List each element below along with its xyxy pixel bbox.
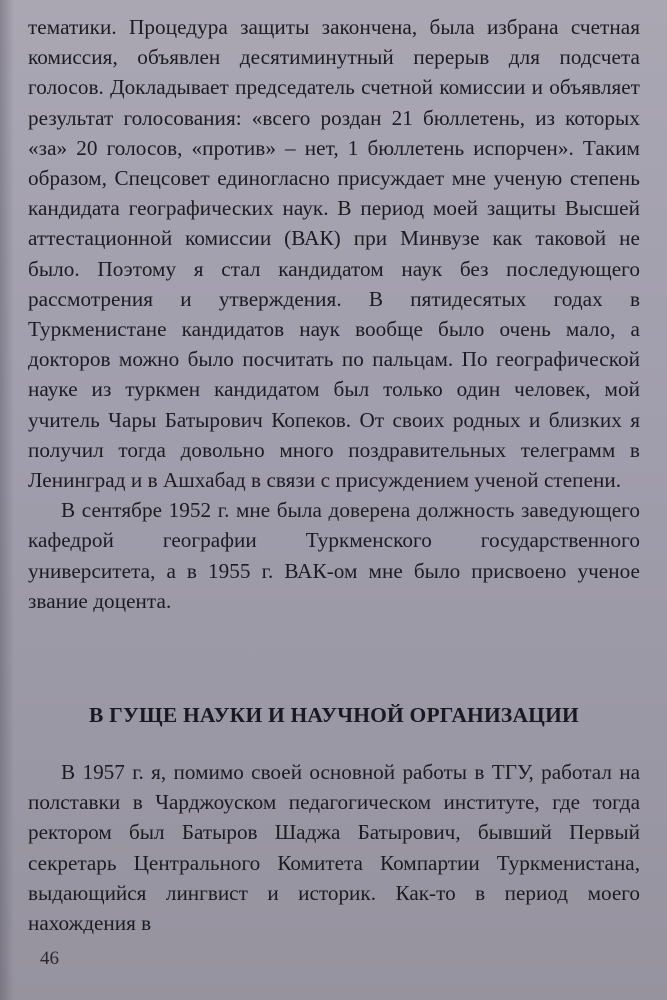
paragraph-continuation: тематики. Процедура защиты закончена, была избрана счетная комиссия, объявлен десятиминутный перерыв для подсчета голосов. Докладывает председатель счетной комиссии и объявляет результат голосования: «всего роздан 21 бюллетень, из которых «за» 20 голосов, «против» – нет, 1 бюллетень испорчен». Таким образом, Спецсовет единогласно присуждает мне ученую степень кандидата географических наук. В период моей защиты Высшей аттестационной комиссии (ВАК) при Минвузе как таковой не было. Поэтому я стал кандидатом наук без последующего рассмотрения и утверждения. В пятидесятых годах в Туркменистане кандидатов наук вообще было очень мало, а докторов можно было посчитать по пальцам. По географической науке из туркмен кандидатом был только один человек, мой учитель Чары Батырович Копеков. От своих родных и близких я получил тогда довольно много поздравительных телеграмм в Ленинград и в Ашхабад в связи с присуждением ученой степени.: [28, 15, 640, 493]
paragraph-section-start: В 1957 г. я, помимо своей основной работы в ТГУ, работал на полставки в Чарджоуском педагогическом институте, где тогда ректором был Батыров Шаджа Батырович, бывший Первый секретарь Центрального Комитета Компартии Туркменистана, выдающийся лингвист и историк. Как-то в период моего нахождения в: [28, 760, 640, 936]
section-heading: В ГУЩЕ НАУКИ И НАУЧНОЙ ОРГАНИЗАЦИИ: [89, 703, 579, 727]
page-edge-shadow: [0, 0, 14, 1000]
paragraph-appointment: В сентябре 1952 г. мне была доверена должность заведующего кафедрой географии Туркменского государственного университета, а в 1955 г. ВАК-ом мне было присвоено ученое звание доцента.: [28, 498, 640, 613]
main-text-block: [28, 12, 640, 616]
page-number: 46: [40, 948, 59, 969]
section-text-block: [28, 757, 640, 938]
